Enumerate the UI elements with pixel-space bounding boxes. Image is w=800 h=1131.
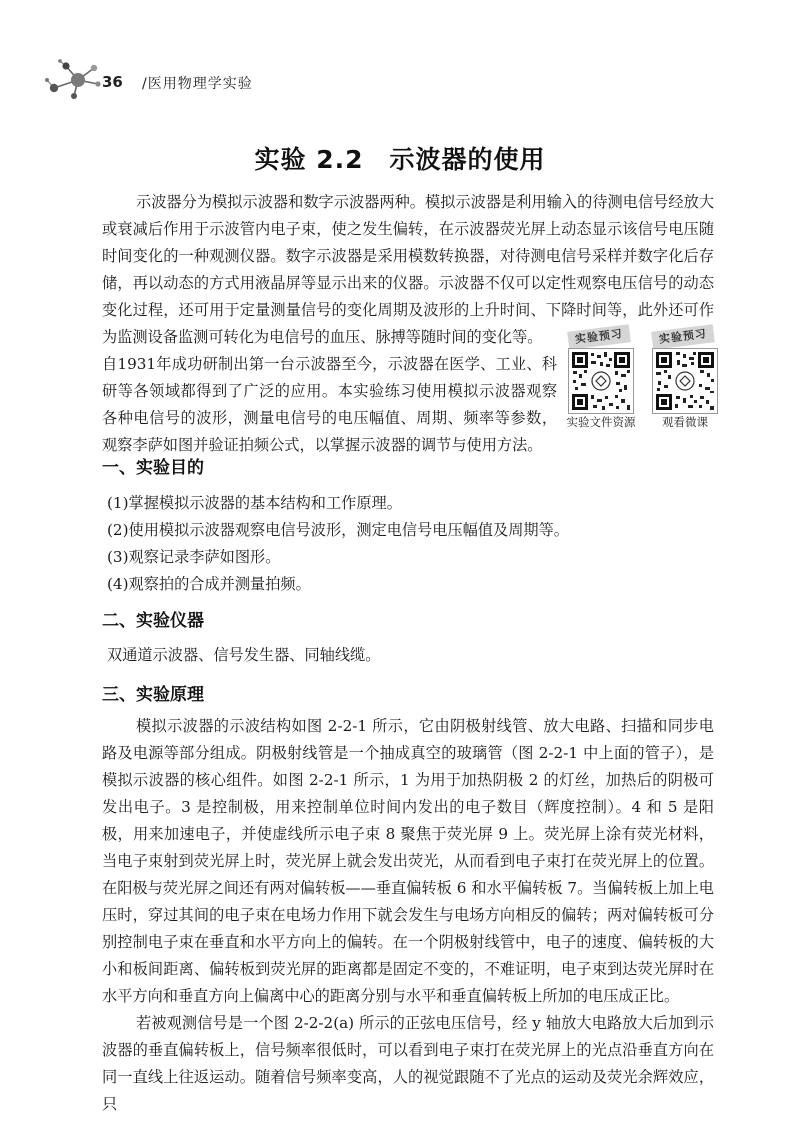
list-item: (1)掌握模拟示波器的基本结构和工作原理。 [107, 494, 402, 512]
qr-block-microlecture[interactable] [648, 326, 722, 436]
section-heading-principle: 三、实验原理 [102, 685, 204, 705]
qr-caption: 实验文件资源 [566, 415, 636, 429]
equipment-text: 双通道示波器、信号发生器、同轴线缆。 [107, 646, 381, 664]
purpose-list [107, 490, 707, 598]
intro-paragraph-2: 自1931年成功研制出第一台示波器至今，示波器在医学、工业、科研等各领域都得到了广泛的应用。本实验练习使用模拟示波器观察各种电信号的波形，测量电信号的电压幅值、周期、频率等参数，观察李萨如图并验证拍频公式，以掌握示波器的调节与使用方法。 [102, 355, 557, 454]
section-heading-purpose: 一、实验目的 [102, 458, 204, 478]
paragraph: 若被观测信号是一个图 2-2-2(a) 所示的正弦电压信号，经 y 轴放大电路放大后加到示波器的垂直偏转板上，信号频率很低时，可以看到电子束打在荧光屏上的光点沿垂直方向在同一直线上往返运动。随着信号频率变高，人的视觉跟随不了光点的运动及荧光余辉效应，只 [102, 1014, 714, 1113]
principle-text [102, 713, 714, 1118]
molecule-icon [44, 58, 106, 102]
qr-caption: 观看微课 [662, 415, 708, 429]
qr-tag: 实验预习 [567, 324, 631, 349]
running-title: /医用物理学实验 [142, 76, 253, 92]
experiment-title [0, 140, 800, 176]
page-header [44, 58, 304, 102]
qr-code-icon[interactable] [652, 348, 718, 414]
section-heading-equipment: 二、实验仪器 [102, 611, 204, 631]
page-number: 36 [102, 73, 123, 91]
list-item: (2)使用模拟示波器观察电信号波形，测定电信号电压幅值及周期等。 [107, 521, 569, 539]
qr-codes [564, 326, 724, 436]
experiment-number: 实验 2.2 [254, 145, 364, 174]
qr-tag: 实验预习 [651, 324, 715, 349]
intro-paragraph: 示波器分为模拟示波器和数字示波器两种。模拟示波器是利用输入的待测电信号经放大或衰减后作用于示波管内电子束，使之发生偏转，在示波器荧光屏上动态显示该信号电压随时间变化的一种观测仪器。数字示波器是采用模数转换器，对待测电信号采样并数字化后存储，再以动态的方式用液晶屏等显示出来的仪器。示波器不仅可以定性观察电压信号的动态变化过程，还可用于定量测量信号的变化周期及波形的上升时间、下降时间等，此外还可作为监测设备监测可转化为电信号的血压、脉搏等随时间的变化等。 [102, 193, 714, 346]
list-item: (4)观察拍的合成并测量拍频。 [107, 575, 311, 593]
experiment-name: 示波器的使用 [389, 145, 546, 174]
qr-code-icon[interactable] [568, 348, 634, 414]
list-item: (3)观察记录李萨如图形。 [107, 548, 281, 566]
qr-block-resources[interactable] [564, 326, 638, 436]
paragraph: 模拟示波器的示波结构如图 2-2-1 所示，它由阴极射线管、放大电路、扫描和同步电路及电源等部分组成。阴极射线管是一个抽成真空的玻璃管（图 2-2-1 中上面的管子），是模拟示波器的核心组件。如图 2-2-1 所示，1 为用于加热阴极 2 的灯丝，加热后的阴极可发出电子。3 是控制极，用来控制单位时间内发出的电子数目（辉度控制）。4 和 5 是阳极，用来加速电子，并使虚线所示电子束 8 聚焦于荧光屏 9 上。荧光屏上涂有荧光材料，当电子束射到荧光屏上时，荧光屏上就会发出荧光，从而看到电子束打在荧光屏上的位置。在阳极与荧光屏之间还有两对偏转板——垂直偏转板 6 和水平偏转板 7。当偏转板上加上电压时，穿过其间的电子束在电场力作用下就会发生与电场方向相反的偏转；两对偏转板可分别控制电子束在垂直和水平方向上的偏转。在一个阴极射线管中，电子的速度、偏转板的大小和板间距离、偏转板到荧光屏的距离都是固定不变的，不难证明，电子束到达荧光屏时在水平方向和垂直方向上偏离中心的距离分别与水平和垂直偏转板上所加的电压成正比。 [102, 717, 714, 1005]
